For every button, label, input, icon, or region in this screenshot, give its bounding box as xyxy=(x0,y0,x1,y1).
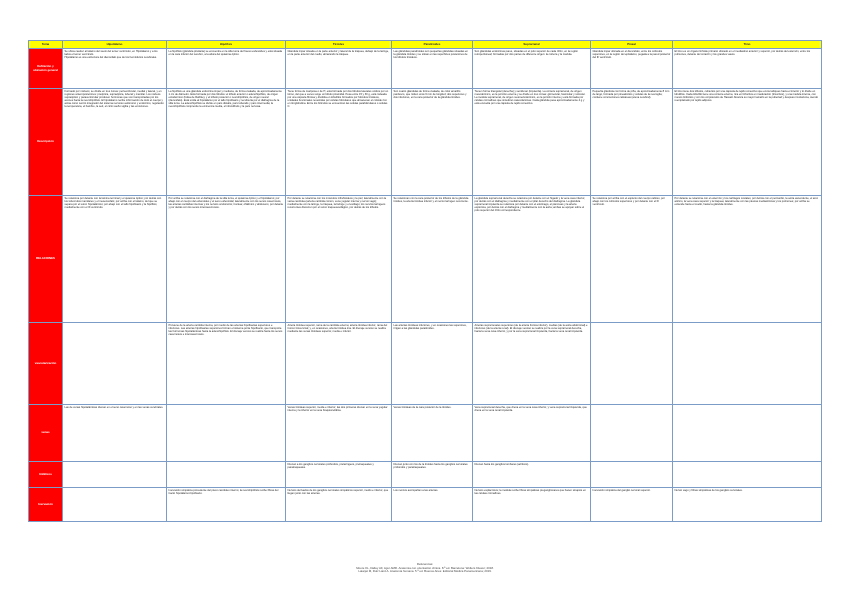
cell-text: Formado por núcleos; se divide en tres zonas: periventricular, medial y lateral, y en regiones anteroposteriores: preóptica, supraóptica, tuberal y mamilar. Los núcleos supraóptico y paraventricular producen hormonas que son transportadas por los axones hacia la neurohipófisis. El hipotálamo recibe información de todo el cuerpo y actúa como centro integrador del sistema nervioso autónomo y endocrino, regulando la temperatura, el hambre, la sed, el ciclo sueño-vigilia y las emociones. xyxy=(64,89,165,109)
column-header-tema: Tema xyxy=(29,41,63,49)
references-footer xyxy=(250,563,600,574)
table-cell xyxy=(392,89,473,196)
table-cell xyxy=(63,49,167,89)
table-cell xyxy=(473,488,591,522)
cell-text: El timo tiene dos lóbulos, cubiertos por una cápsula de tejido conectivo que envía tabiques hacia el interior y lo divide en lobulillos. Cada lobulillo tiene una corteza externa, rica en linfocitos en maduración (timocitos), y una médula interna, con menos linfocitos y con los corpúsculos de Hassall. Alcanza su mayor tamaño en la pubertad y después involuciona, siendo reemplazado por tejido adiposo. xyxy=(674,89,819,102)
endocrine-comparison-table xyxy=(28,40,822,522)
cell-text: Tiene forma de mariposa o de H; está formada por dos lóbulos laterales unidos por un istmo, del que a veces surge un lóbulo piramidal. Pesa entre 15 y 30 g, está rodeada por una cápsula fibrosa y dividida en lobulillos formados por folículos tiroideos, unidades funcionales revestidas por células foliculares que almacenan el coloide rico en tiroglobulina. Entre los folículos se encuentran las células parafoliculares o células C. xyxy=(287,89,389,109)
table-cell xyxy=(167,405,286,462)
cell-text: Venas tiroideas superior, media e inferior; las dos primeras drenan en la vena yugular interna y la inferior en la vena braquiocefálica. xyxy=(287,405,389,412)
table-cell xyxy=(591,405,673,462)
footer-line: Latarjet M, Ruiz Liard A. Anatomía humana. 5.ª ed. Buenos Aires: Editorial Médica Panamericana; 2019. xyxy=(358,569,492,574)
table-cell xyxy=(167,488,286,522)
table-cell xyxy=(392,196,473,323)
table-row xyxy=(29,405,822,462)
table-cell xyxy=(167,89,286,196)
table-row xyxy=(29,196,822,323)
table-row xyxy=(29,462,822,488)
footer-line: Moore KL, Dalley AF, Agur AMR. Anatomía con orientación clínica. 8.ª ed. Barcelona: Wolters Kluwer; 2018. xyxy=(356,565,494,570)
cell-text: Drenan a los ganglios cervicales profundos, prelaríngeos, pretraqueales y paratraqueales. xyxy=(287,462,375,469)
table-cell xyxy=(591,196,673,323)
cell-text: La hipófisis (glándula pituitaria) se encuentra en la silla turca del hueso esfenoides y está situada en la cara inferior del cerebro, a la altura del quiasma óptico. xyxy=(168,49,283,56)
table-cell xyxy=(392,405,473,462)
table-row xyxy=(29,49,822,89)
header-row xyxy=(29,41,822,49)
anatomy-table-sheet xyxy=(28,40,822,522)
cell-text: Son cuatro glándulas de forma ovalada, de color amarillo pardusco, que miden unos 6 mm de longitud; dos superiores y dos inferiores, en la cara posterior de la glándula tiroides. xyxy=(393,89,468,99)
cell-text: Se relaciona por delante con la lámina terminal y el quiasma óptico; por detrás con los tubérculos mamilares y el mesencéfalo; por arriba con el tálamo, del que se separa por el surco hipotalámico; por abajo con el tallo hipofisario y la hipófisis; medialmente con el III ventrículo. xyxy=(64,196,162,209)
cell-text: La glándula suprarrenal derecha se relaciona por delante con el hígado y la vena cava inferior, por detrás con el diafragma y medialmente con el pilar derecho del diafragma. La glándula suprarrenal izquierda se relaciona por delante con el estómago, el páncreas y la arteria esplénica, por detrás con el diafragma y medialmente con la aorta; ambas se apoyan sobre el polo superior del riñón correspondiente. xyxy=(474,196,586,213)
table-cell xyxy=(286,323,392,405)
table-cell xyxy=(473,89,591,196)
column-header-tiroides: Tiroides xyxy=(286,41,392,49)
column-header-timo: Timo xyxy=(673,41,822,49)
table-row xyxy=(29,89,822,196)
cell-text: Venas tiroideas de la cara posterior de la tiroides. xyxy=(393,405,452,409)
cell-text: Inervación simpática del ganglio cervical superior. xyxy=(592,488,651,492)
table-cell xyxy=(591,89,673,196)
cell-text: Inervación simpática procedente del plexo carotídeo interno; la neurohipófisis recibe fibras del tracto hipotálamo-hipofisario. xyxy=(168,488,280,495)
table-cell xyxy=(286,49,392,89)
table-cell xyxy=(167,323,286,405)
table-cell xyxy=(473,196,591,323)
cell-text: Drenan junto con los de la tiroides hacia los ganglios cervicales profundos y paratraqueales. xyxy=(393,462,469,469)
table-cell xyxy=(63,196,167,323)
cell-text: Nervios esplácnicos; la médula recibe fibras simpáticas preganglionares que hacen sinapsis en las células cromafines. xyxy=(474,488,587,495)
table-cell xyxy=(63,488,167,522)
cell-text: Proviene de la arteria carótida interna, por medio de las arterias hipofisarias superiores e inferiores. Las arterias hipofisarias superiores forman el sistema porta hipofisario, que transporta las hormonas hipotalámicas hacia la adenohipófisis. El drenaje venoso se realiza hacia los senos cavernosos e intercavernosos. xyxy=(168,323,283,336)
cell-text: Se relacionan con la cara posterior de los lóbulos de la glándula tiroides, la arteria tiroidea inferior y el nervio laríngeo recurrente. xyxy=(393,196,470,203)
cell-text: Nervio vago y fibras simpáticas de los ganglios cervicales. xyxy=(674,488,743,492)
row-header: Descripción xyxy=(29,89,63,196)
cell-text: Glándula impar ubicada en el diencéfalo, entre los colículos superiores, en la región del epitálamo, pegada a la pared posterior del III ventrículo. xyxy=(592,49,672,59)
column-header-hipofisis: Hipófisis xyxy=(167,41,286,49)
row-header: Inervación xyxy=(29,488,63,522)
table-cell xyxy=(286,196,392,323)
table-cell xyxy=(63,462,167,488)
cell-text: Nervios derivados de los ganglios cervicales simpáticos superior, medio e inferior, que llegan junto con las arterias. xyxy=(287,488,389,495)
table-cell xyxy=(167,462,286,488)
cell-text: Vena suprarrenal derecha, que drena en la vena cava inferior, y vena suprarrenal izquierda, que drena en la vena renal izquierda. xyxy=(474,405,588,412)
table-cell xyxy=(673,49,822,89)
table-cell xyxy=(286,405,392,462)
table-cell xyxy=(591,49,673,89)
cell-text: Por delante se relaciona con los músculos infrahioideos y la piel; lateralmente con la vaina carotídea (arteria carótida común, vena yugular interna y nervio vago); medialmente con la laringe, la tráquea, la faringe y el esófago; los nervios laríngeos recurrentes discurren por el surco traqueoesofágico, por detrás de los lóbulos. xyxy=(287,196,387,209)
table-cell xyxy=(392,488,473,522)
table-cell xyxy=(392,323,473,405)
row-header: venas xyxy=(29,405,63,462)
table-row xyxy=(29,488,822,522)
table-cell xyxy=(673,89,822,196)
cell-text: Glándula impar situada en la parte anterior y lateral de la tráquea, debajo de la laringe, en la parte anterior del cuello, abrazando la tráquea. xyxy=(287,49,390,56)
table-cell xyxy=(473,405,591,462)
cell-text: Drenan hacia los ganglios lumbares (aórticos). xyxy=(474,462,529,466)
cell-text: Pequeña glándula con forma de piña, de aproximadamente 8 mm de largo, formada por pinealocitos y células de la neuroglía; contiene concreciones calcáreas (arena cerebral). xyxy=(592,89,671,99)
table-cell xyxy=(591,323,673,405)
column-header-suprarrenal: Suprarrenal xyxy=(473,41,591,49)
table-cell xyxy=(167,49,286,89)
column-header-pineal: Pineal xyxy=(591,41,673,49)
table-cell xyxy=(63,323,167,405)
table-cell xyxy=(473,323,591,405)
table-cell xyxy=(591,488,673,522)
cell-text: Las glándulas paratiroides son pequeñas glándulas situadas en la glándula tiroides y se sitúan en las superficies posteriores de los lóbulos tiroideos. xyxy=(393,49,469,59)
cell-text: La hipófisis es una glándula endocrina impar y mediana, de forma ovalada, de aproximadamente 1 cm de diámetro. Está formada por dos lóbulos: el lóbulo anterior o adenohipófisis, de origen ectodérmico (bolsa de Rathke), y el lóbulo posterior o neurohipófisis, de origen neural (diencéfalo). Está unida al hipotálamo por el tallo hipofisario y recubierta por el diafragma de la silla turca. La adenohipófisis se divide en pars distalis, pars tuberalis y pars intermedia; la neurohipófisis comprende la eminencia media, el infundíbulo y la pars nervosa. xyxy=(168,89,283,109)
table-row xyxy=(29,323,822,405)
cell-text: Arteria tiroidea superior, rama de la carótida externa; arteria tiroidea inferior, rama del tronco tirocervical; y, en ocasiones, arteria tiroidea ima. El drenaje venoso se realiza mediante las venas tiroideas superior, media e inferior. xyxy=(287,323,388,333)
table-cell xyxy=(591,462,673,488)
cell-text: Por delante se relaciona con el esternón y los cartílagos costales; por detrás con el pericardio, la aorta ascendente, el arco aórtico, la vena cava superior y la tráquea; lateralmente con las pleuras mediastínicas y los pulmones; por arriba se extiende hacia el cuello, hasta la glándula tiroides. xyxy=(674,196,819,206)
cell-text: Son glándulas endocrinas pares, situadas en el polo superior de cada riñón, en la región retroperitoneal; formadas por dos partes de diferente origen: la corteza y la médula. xyxy=(474,49,579,56)
cell-text: Los nervios acompañan a las arterias. xyxy=(393,488,439,492)
table-cell xyxy=(673,405,822,462)
table-cell xyxy=(63,405,167,462)
cell-text: Arterias suprarrenales superiores (de la arteria frénica inferior), medias (de la aorta abdominal) e inferiores (de la arteria renal). El drenaje venoso se realiza por la vena suprarrenal derecha, hacia la vena cava inferior, y por la vena suprarrenal izquierda, hacia la vena renal izquierda. xyxy=(474,323,589,333)
column-header-paratiroides: Paratiroides xyxy=(392,41,473,49)
table-cell xyxy=(673,196,822,323)
table-cell xyxy=(392,49,473,89)
row-header: RELACIONES xyxy=(29,196,63,323)
table-cell xyxy=(673,462,822,488)
cell-text: Se ubica cauda l al tálamo del suelo del tercer ventrículo, en Hipotálamo y a los lados el tercer ventrículo. Hipotálamo es una estructura del diencéfalo que de los hemisferios cerebrales. xyxy=(64,49,158,59)
cell-text: Se relaciona por arriba con el esplenio del cuerpo calloso, por abajo con los colículos superiores y por delante con el III ventrículo. xyxy=(592,196,666,206)
row-header: vascularización xyxy=(29,323,63,405)
cell-text: Las de venas hipotalámicas drenan en el seno cavernoso y en las venas cerebrales. xyxy=(64,405,164,409)
table-cell xyxy=(63,89,167,196)
table-cell xyxy=(473,49,591,89)
table-cell xyxy=(473,462,591,488)
footer-line: Referencias: xyxy=(416,562,434,566)
row-header: linfáticos xyxy=(29,462,63,488)
column-header-hipotalamo: Hipotálamo xyxy=(63,41,167,49)
table-cell xyxy=(392,462,473,488)
row-header: Definición y ubicación general xyxy=(29,49,63,89)
table-cell xyxy=(673,488,822,522)
cell-text: Las arterias tiroideas inferiores, y en ocasiones las superiores, irrigan a las glándulas paratiroides. xyxy=(393,323,468,330)
table-cell xyxy=(167,196,286,323)
table-body xyxy=(29,49,822,522)
table-cell xyxy=(286,89,392,196)
table-cell xyxy=(673,323,822,405)
cell-text: El timo es un órgano linfoide primario ubicado en el mediastino anterior y superior, por detrás del esternón, entre los pulmones, delante del corazón y los grandes vasos. xyxy=(674,49,811,56)
table-cell xyxy=(286,488,392,522)
table-cell xyxy=(286,462,392,488)
cell-text: Por arriba se relaciona con el diafragma de la silla turca, el quiasma óptico y el hipotálamo; por abajo con el cuerpo del esfenoides y el seno esfenoidal; lateralmente con los senos cavernosos, las arterias carótidas internas y los nervios oculomotor, troclear, oftálmico y abducens; por delante y por detrás con los senos intercavernosos. xyxy=(168,196,284,209)
cell-text: Tienen forma triangular (derecha) y semilunar (izquierda). La corteza suprarrenal, de origen mesodérmico, es la porción externa y se divide en tres zonas: glomerular, fascicular y reticular. La médula suprarrenal, de origen neuroectodérmico, es la porción interna y está formada por células cromafines que sintetizan catecolaminas. Cada glándula pesa aproximadamente 4 g y está envuelta por una cápsula de tejido conectivo. xyxy=(474,89,587,106)
